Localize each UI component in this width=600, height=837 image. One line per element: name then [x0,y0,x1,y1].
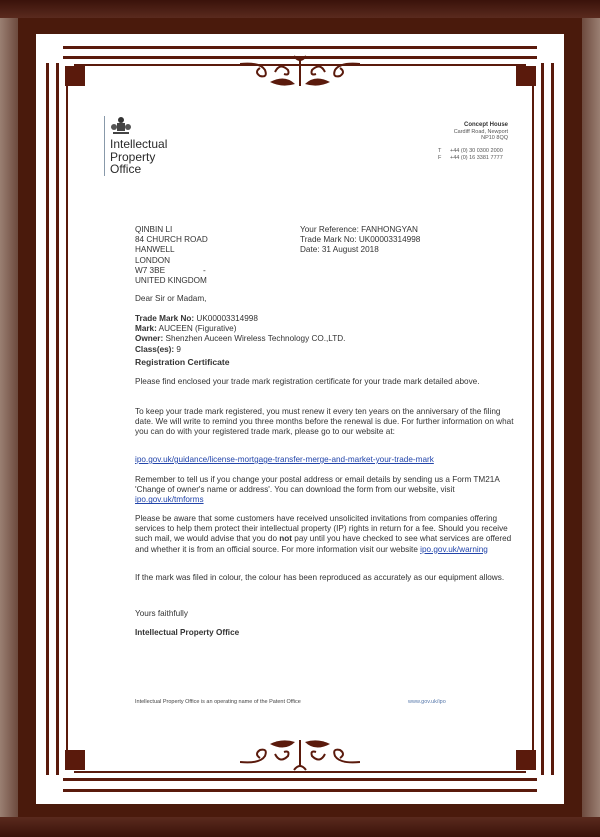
closing: Yours faithfully [135,609,188,618]
address-line: Concept House [463,122,508,128]
logo-line: Intellectual [110,137,168,151]
detail-label: Owner: [135,334,164,344]
guidance-link[interactable]: ipo.gov.uk/guidance/license-mortgage-transfer-merge-and-market-your-trade-mark [135,455,434,464]
phone-label: T [438,148,442,154]
reference-trade-mark-no: Trade Mark No: UK00003314998 [300,235,421,245]
recipient-line: LONDON [135,255,171,265]
recipient-line: 84 CHURCH ROAD [135,235,208,245]
detail-label: Class(es): [135,344,175,354]
ipo-logo-text [110,138,167,176]
your-reference: Your Reference: FANHONGYAN [300,225,418,234]
detail-label: Trade Mark No: [135,314,195,323]
letter-date: Date: 31 August 2018 [300,245,379,255]
detail-value: 9 [174,344,181,354]
recipient-address [135,225,208,286]
recipient-line: QINBIN LI [135,225,173,234]
stray-mark: - [203,265,206,275]
paragraph-warning [135,514,515,555]
trade-mark-details [135,314,515,355]
fax-label: F [438,155,442,161]
logo-line: Office [110,162,142,176]
recipient-line: UNITED KINGDOM [135,276,207,286]
address-line: Cardiff Road, Newport [453,128,508,135]
reference-block [300,225,420,256]
royal-coat-of-arms-icon [110,116,132,136]
address-line: NP10 8QQ [481,135,508,141]
logo-divider [104,116,105,176]
phone-number: +44 (0) 30 0300 2000 [450,148,503,154]
paragraph-change-details [135,475,515,506]
detail-value: UK00003314998 [194,314,258,323]
paragraph-text: Remember to tell us if you change your postal address or email details by sending us a Form TM21A 'Change of owner's name or address'. You can download the form from our website, visit [135,475,500,495]
fax-number: +44 (0) 16 3381 7777 [450,155,503,161]
emphasis-not: not [279,534,293,544]
footer-note: Intellectual Property Office is an operating name of the Patent Office [135,699,301,705]
logo-line: Property [110,149,156,164]
office-address [454,122,508,142]
detail-label: Mark: [135,324,157,334]
paragraph-renewal: To keep your trade mark registered, you must renew it every ten years on the anniversary of the filing date. We will write to remind you three months before the renewal is due. For further information on what you can do with your registered trade mark, please go to our website at: [135,407,514,437]
detail-value: Shenzhen Auceen Wireless Technology CO.,LTD. [163,334,346,344]
detail-value: AUCEEN (Figurative) [156,324,237,334]
recipient-line: HANWELL [135,245,175,255]
signature: Intellectual Property Office [135,628,240,637]
salutation: Dear Sir or Madam, [135,294,207,303]
paragraph-enclosed: Please find enclosed your trade mark registration certificate for your trade mark detailed above. [135,377,480,386]
paragraph-colour: If the mark was filed in colour, the colour has been reproduced as accurately as our equipment allows. [135,573,505,582]
tmforms-link[interactable]: ipo.gov.uk/tmforms [135,495,204,505]
paragraph-text: Please be aware that some customers have received unsolicited invitations from companies offering services to help them protect their intellectual property (IP) rights in return for a fee. Should you receive such mail, we would advise that you do [135,514,508,544]
recipient-line: W7 3BE [135,265,166,275]
section-heading: Registration Certificate [135,357,230,367]
contact-numbers [438,148,503,162]
warning-link[interactable]: ipo.gov.uk/warning [420,544,488,554]
paragraph-text: pay until you have checked to see what services are offered and whether it is from an official source. For more information visit our website [135,534,512,554]
footer-website[interactable]: www.gov.uk/ipo [408,699,446,705]
